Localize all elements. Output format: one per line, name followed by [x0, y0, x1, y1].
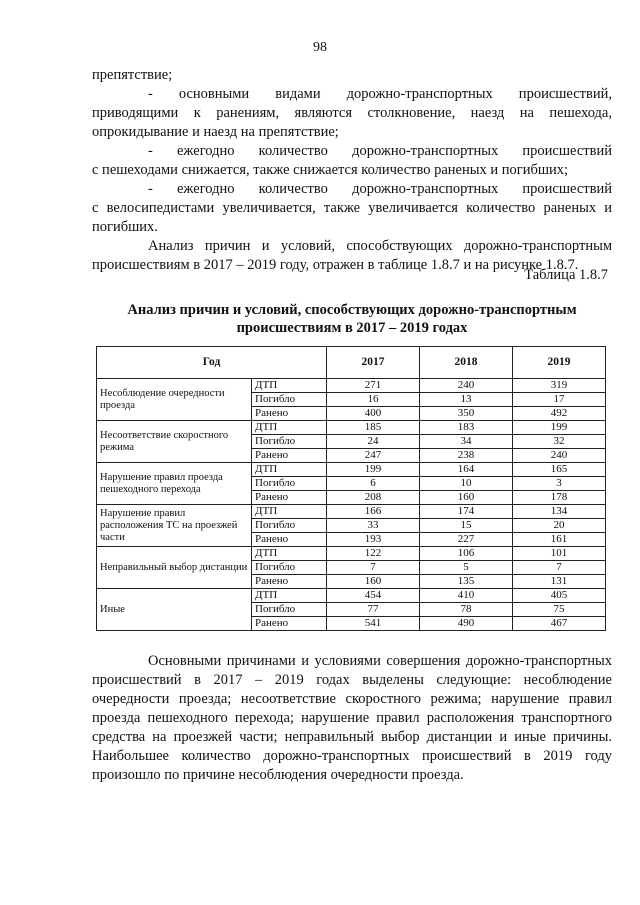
word: - [148, 143, 153, 159]
metric-cell: Погибло [252, 519, 327, 533]
value-2017: 7 [327, 561, 420, 575]
word: количество [258, 181, 328, 197]
value-2018: 240 [420, 379, 513, 393]
value-2017: 271 [327, 379, 420, 393]
value-2019: 165 [513, 463, 606, 477]
paragraph-4-first-line [92, 180, 612, 199]
value-2018: 174 [420, 505, 513, 519]
page-number: 98 [313, 40, 327, 55]
value-2019: 319 [513, 379, 606, 393]
value-2019: 75 [513, 603, 606, 617]
value-2018: 5 [420, 561, 513, 575]
table-row [97, 547, 606, 561]
paragraph-4-rest: с велосипедистами увеличивается, также увеличивается количество раненых и погибших. [92, 200, 612, 235]
value-2018: 106 [420, 547, 513, 561]
value-2017: 77 [327, 603, 420, 617]
metric-cell: Погибло [252, 435, 327, 449]
metric-cell: Погибло [252, 477, 327, 491]
value-2018: 238 [420, 449, 513, 463]
metric-cell: ДТП [252, 505, 327, 519]
table-label: Таблица 1.8.7 [524, 267, 608, 283]
value-2019: 161 [513, 533, 606, 547]
value-2018: 164 [420, 463, 513, 477]
metric-cell: Ранено [252, 533, 327, 547]
value-2017: 193 [327, 533, 420, 547]
metric-cell: Ранено [252, 407, 327, 421]
header-year: Год [97, 347, 327, 379]
word: дорожно-транспортных [352, 181, 499, 197]
value-2018: 410 [420, 589, 513, 603]
value-2017: 160 [327, 575, 420, 589]
value-2019: 492 [513, 407, 606, 421]
cause-cell: Несоблюдение очередности проезда [97, 379, 252, 421]
value-2017: 541 [327, 617, 420, 631]
value-2018: 135 [420, 575, 513, 589]
paragraph-3-rest: с пешеходами снижается, также снижается количество раненых и погибших; [92, 162, 569, 178]
header-2018: 2018 [420, 347, 513, 379]
value-2018: 13 [420, 393, 513, 407]
value-2018: 10 [420, 477, 513, 491]
value-2017: 199 [327, 463, 420, 477]
metric-cell: ДТП [252, 463, 327, 477]
value-2019: 7 [513, 561, 606, 575]
word: происшествий [522, 181, 612, 197]
cause-cell: Неправильный выбор дистанции [97, 547, 252, 589]
table-row [97, 379, 606, 393]
value-2019: 3 [513, 477, 606, 491]
value-2017: 24 [327, 435, 420, 449]
paragraph-5: Анализ причин и условий, способствующих дорожно-транспортным происшествиям в 2017 – 2019 году, отражен в таблице 1.8.7 и на рисунке 1.8.7. [92, 238, 612, 273]
metric-cell: ДТП [252, 589, 327, 603]
conclusion-paragraph: Основными причинами и условиями совершения дорожно-транспортных происшествий в 2017 – 2019 годах выделены следующие: несоблюдение очередности проезда; несоответствие скоростного режима; нарушение правил проезда пешеходного перехода; нарушение правил расположения транспортного средства на проезжей части; неправильный выбор дистанции и иные причины. Наибольшее количество дорожно-транспортных происшествий в 2019 году произошло по причине несоблюдения очередности проезда. [92, 653, 612, 783]
value-2019: 240 [513, 449, 606, 463]
value-2019: 178 [513, 491, 606, 505]
value-2018: 490 [420, 617, 513, 631]
table-header-row [97, 347, 606, 379]
word: количество [258, 143, 328, 159]
table-row [97, 421, 606, 435]
value-2017: 208 [327, 491, 420, 505]
value-2018: 160 [420, 491, 513, 505]
value-2017: 6 [327, 477, 420, 491]
value-2019: 101 [513, 547, 606, 561]
value-2018: 227 [420, 533, 513, 547]
header-2017: 2017 [327, 347, 420, 379]
word: дорожно-транспортных [352, 143, 499, 159]
paragraph-line-1: препятствие; [92, 67, 173, 83]
paragraph-3-first-line [92, 142, 612, 161]
paragraph-2: - основными видами дорожно-транспортных происшествий, приводящими к ранениям, являются столкновение, наезд на пешехода, опрокидывание и наезд на препятствие; [92, 86, 612, 140]
table-row [97, 505, 606, 519]
data-table [96, 346, 606, 631]
metric-cell: Погибло [252, 393, 327, 407]
word: ежегодно [177, 143, 235, 159]
metric-cell: Ранено [252, 575, 327, 589]
cause-cell: Нарушение правил расположения ТС на проезжей части [97, 505, 252, 547]
value-2017: 122 [327, 547, 420, 561]
cause-cell: Нарушение правил проезда пешеходного перехода [97, 463, 252, 505]
value-2019: 32 [513, 435, 606, 449]
table-row [97, 589, 606, 603]
value-2019: 467 [513, 617, 606, 631]
metric-cell: Ранено [252, 617, 327, 631]
value-2019: 405 [513, 589, 606, 603]
cause-cell: Иные [97, 589, 252, 631]
value-2017: 454 [327, 589, 420, 603]
metric-cell: Погибло [252, 561, 327, 575]
value-2017: 166 [327, 505, 420, 519]
table-body [97, 379, 606, 631]
value-2019: 199 [513, 421, 606, 435]
value-2019: 134 [513, 505, 606, 519]
metric-cell: Ранено [252, 491, 327, 505]
value-2018: 350 [420, 407, 513, 421]
metric-cell: Погибло [252, 603, 327, 617]
value-2017: 33 [327, 519, 420, 533]
metric-cell: ДТП [252, 379, 327, 393]
value-2017: 400 [327, 407, 420, 421]
value-2019: 20 [513, 519, 606, 533]
cause-cell: Несоответствие скоростного режима [97, 421, 252, 463]
value-2019: 17 [513, 393, 606, 407]
metric-cell: Ранено [252, 449, 327, 463]
value-2018: 183 [420, 421, 513, 435]
header-2019: 2019 [513, 347, 606, 379]
value-2018: 15 [420, 519, 513, 533]
intro-text [92, 66, 612, 275]
table-title: Анализ причин и условий, способствующих дорожно-транспортным происшествиям в 2017 – 2019 годах [127, 302, 577, 336]
value-2019: 131 [513, 575, 606, 589]
word: - [148, 181, 153, 197]
word: ежегодно [177, 181, 235, 197]
value-2018: 34 [420, 435, 513, 449]
value-2017: 247 [327, 449, 420, 463]
metric-cell: ДТП [252, 421, 327, 435]
value-2018: 78 [420, 603, 513, 617]
conclusion-text [92, 652, 612, 785]
value-2017: 16 [327, 393, 420, 407]
metric-cell: ДТП [252, 547, 327, 561]
table-row [97, 463, 606, 477]
value-2017: 185 [327, 421, 420, 435]
word: происшествий [522, 143, 612, 159]
